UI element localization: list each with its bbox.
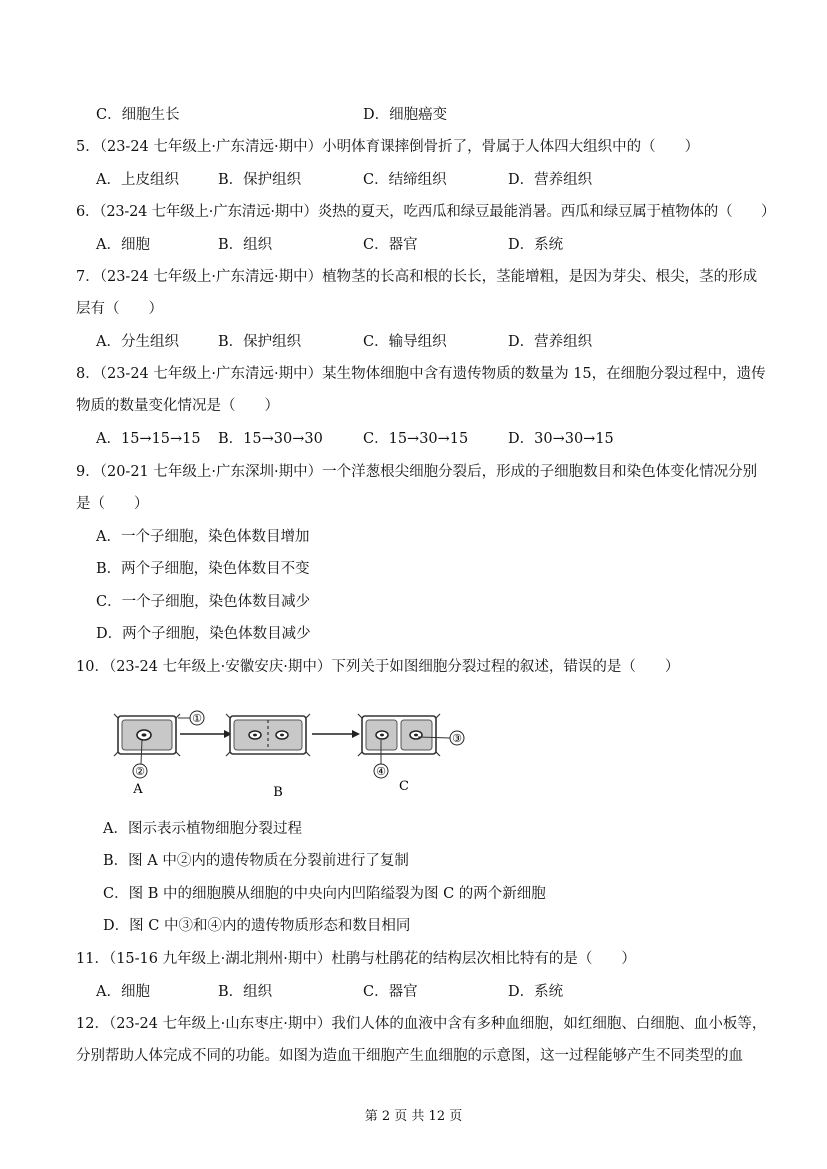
q5-option-a: A．上皮组织 bbox=[96, 172, 179, 188]
q6-option-c: C．器官 bbox=[363, 237, 418, 253]
q8-option-d: D．30→30→15 bbox=[508, 431, 614, 447]
q6-option-d: D．系统 bbox=[508, 237, 564, 253]
cell-a bbox=[114, 714, 180, 764]
cell-division-figure bbox=[100, 700, 500, 800]
question-10: 10．（23-24 七年级上·安徽安庆·期中）下列关于如图细胞分裂过程的叙述，错误的是（ ） bbox=[76, 659, 680, 675]
q9-option-c: C．一个子细胞，染色体数目减少 bbox=[96, 594, 311, 610]
q4-option-c: C．细胞生长 bbox=[96, 107, 180, 123]
q4-option-d: D．细胞癌变 bbox=[363, 107, 448, 123]
q7-option-c: C．输导组织 bbox=[363, 334, 447, 350]
question-5: 5．（23-24 七年级上·广东清远·期中）小明体育课摔倒骨折了，骨属于人体四大组织中的（ ） bbox=[76, 139, 700, 155]
question-12-line-1: 12．（23-24 七年级上·山东枣庄·期中）我们人体的血液中含有多种血细胞，如红细胞、白细胞、血小板等， bbox=[76, 1016, 767, 1032]
q8-option-b: B．15→30→30 bbox=[218, 431, 323, 447]
q10-option-d: D．图 C 中③和④内的遗传物质形态和数目相同 bbox=[103, 918, 411, 934]
page-footer: 第 2 页 共 12 页 bbox=[364, 1109, 463, 1124]
question-7-line-1: 7．（23-24 七年级上·广东清远·期中）植物茎的长高和根的长长，茎能增粗，是因为芽尖、根尖，茎的形成 bbox=[76, 269, 758, 285]
q9-option-d: D．两个子细胞，染色体数目减少 bbox=[96, 626, 311, 642]
q5-option-c: C．结缔组织 bbox=[363, 172, 447, 188]
q10-option-a: A．图示表示植物细胞分裂过程 bbox=[103, 821, 302, 837]
marker-3: ③ bbox=[452, 732, 462, 745]
question-9-line-1: 9．（20-21 七年级上·广东深圳·期中）一个洋葱根尖细胞分裂后，形成的子细胞数目和染色体变化情况分别 bbox=[76, 464, 758, 480]
q11-option-a: A．细胞 bbox=[96, 984, 150, 1000]
q6-option-b: B．组织 bbox=[218, 237, 273, 253]
q6-option-a: A．细胞 bbox=[96, 237, 150, 253]
q10-option-c: C．图 B 中的细胞膜从细胞的中央向内凹陷缢裂为图 C 的两个新细胞 bbox=[103, 886, 546, 902]
q11-option-b: B．组织 bbox=[218, 984, 273, 1000]
q9-option-b: B．两个子细胞，染色体数目不变 bbox=[96, 561, 310, 577]
q11-option-c: C．器官 bbox=[363, 984, 418, 1000]
question-11: 11．（15-16 九年级上·湖北荆州·期中）杜鹃与杜鹃花的结构层次相比特有的是（ ） bbox=[76, 951, 636, 967]
question-8-line-2: 物质的数量变化情况是（ ） bbox=[76, 398, 279, 414]
q8-option-c: C．15→30→15 bbox=[363, 431, 469, 447]
cell-b bbox=[226, 714, 310, 756]
q5-option-d: D．营养组织 bbox=[508, 172, 593, 188]
question-9-line-2: 是（ ） bbox=[76, 496, 149, 512]
cell-c bbox=[358, 714, 450, 764]
marker-2: ② bbox=[135, 765, 145, 778]
q7-option-d: D．营养组织 bbox=[508, 334, 593, 350]
q11-option-d: D．系统 bbox=[508, 984, 564, 1000]
question-8-line-1: 8．（23-24 七年级上·广东清远·期中）某生物体细胞中含有遗传物质的数量为 15，在细胞分裂过程中，遗传 bbox=[76, 366, 766, 382]
question-12-line-2: 分别帮助人体完成不同的功能。如图为造血干细胞产生血细胞的示意图，这一过程能够产生不同类型的血 bbox=[76, 1048, 743, 1064]
marker-4: ④ bbox=[376, 765, 386, 778]
label-b: B bbox=[273, 785, 283, 800]
q9-option-a: A．一个子细胞，染色体数目增加 bbox=[96, 529, 310, 545]
question-6: 6．（23-24 七年级上·广东清远·期中）炎热的夏天，吃西瓜和绿豆最能消暑。西瓜和绿豆属于植物体的（ ） bbox=[76, 204, 776, 220]
q8-option-a: A．15→15→15 bbox=[96, 431, 201, 447]
q7-option-b: B．保护组织 bbox=[218, 334, 302, 350]
marker-1: ① bbox=[192, 712, 202, 725]
q10-option-b: B．图 A 中②内的遗传物质在分裂前进行了复制 bbox=[103, 853, 409, 869]
q5-option-b: B．保护组织 bbox=[218, 172, 302, 188]
label-a: A bbox=[133, 782, 143, 797]
label-c: C bbox=[399, 779, 409, 794]
q7-option-a: A．分生组织 bbox=[96, 334, 179, 350]
question-7-line-2: 层有（ ） bbox=[76, 301, 163, 317]
